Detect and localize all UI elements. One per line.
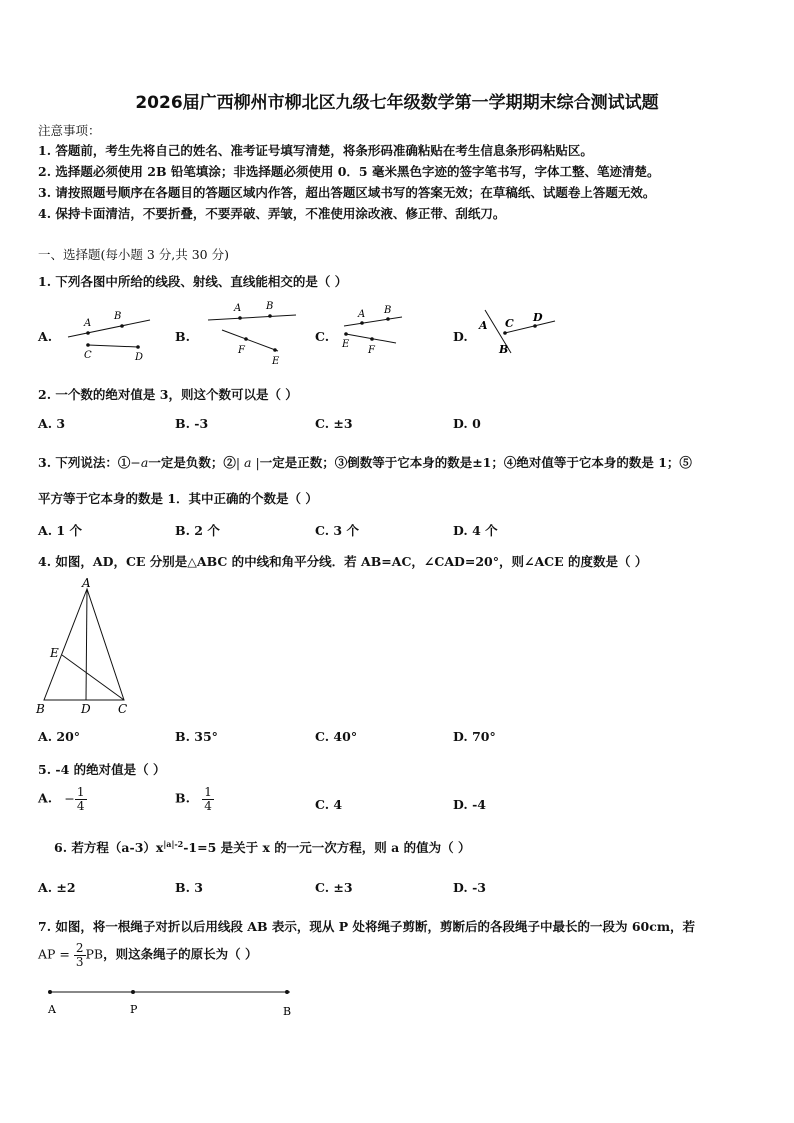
notice-item-1: 1. 答题前，考生先将自己的姓名、准考证号填写清楚，将条形码准确粘贴在考生信息条形码粘贴区。 [38,143,593,158]
q5-option-b-num: 1 [204,785,212,799]
q1c-label-a: A [358,309,366,320]
q6-stem [54,838,470,856]
q4-label-c: C [118,702,128,716]
q1a-label-b: B [114,311,122,322]
q6-option-b: B. 3 [175,880,203,895]
q2-option-b: B. -3 [175,416,209,431]
q1-figure-b [200,298,310,370]
q4-option-b: B. 35° [175,729,218,744]
q3-text-2: 一定是负数；② [148,455,236,470]
q7-label-a: A [48,1003,56,1016]
q1d-label-a: A [479,319,488,332]
q7-label-b: B [283,1005,292,1018]
q7-segment-figure [40,982,300,1022]
q6-option-c: C. ±3 [315,880,353,895]
q5-option-b-label: B. [175,790,190,806]
q1-figure-c [338,302,418,362]
q4-label-e: E [50,646,59,660]
page-title: 2026届广西柳州市柳北区九级七年级数学第一学期期末综合测试试题 [135,93,659,113]
q1d-label-b: B [499,343,509,356]
q2-option-c: C. ±3 [315,416,353,431]
q1b-label-f: F [238,345,245,356]
q1d-label-d: D [533,311,543,324]
q1a-label-a: A [84,318,92,329]
q3-text-1: 3. 下列说法：① [38,455,131,470]
q3-stem-line1 [38,453,692,471]
q2-option-a: A. 3 [38,416,66,431]
q3-option-d: D. 4 个 [453,523,498,538]
q3-neg-a: −a [130,455,149,470]
q1d-label-c: C [505,317,514,330]
q7-label-p: P [130,1003,138,1016]
q6-stem-b: -1=5 是关于 x 的一元一次方程，则 a 的值为（ ） [183,840,471,855]
q1-figure-a [60,300,160,365]
q6-stem-a: 6. 若方程（a-3）x [54,840,164,855]
notice-heading: 注意事项： [38,123,101,138]
q5-option-a-label: A. [38,790,53,806]
q1c-label-b: B [384,305,392,316]
q4-option-a: A. 20° [38,729,81,744]
q1b-label-b: B [266,301,274,312]
q5-option-b-den: 4 [204,798,212,813]
q7-pb: PB [85,946,104,962]
q5-option-a-num: 1 [76,785,85,799]
q6-option-a: A. ±2 [38,880,76,895]
q1b-label-a: A [234,303,242,314]
q3-option-a: A. 1 个 [38,523,82,538]
q1-stem: 1. 下列各图中所给的线段、射线、直线能相交的是（ ） [38,274,348,289]
q7-stem-line2-text: ，则这条绳子的原长为（ ） [103,946,258,962]
q1c-label-f: F [368,345,375,356]
q3-option-c: C. 3 个 [315,523,359,538]
q3-text-3: 一定是正数；③倒数等于它本身的数是±1；④绝对值等于它本身的数是 1；⑤ [259,455,692,470]
q6-option-d: D. -3 [453,880,486,895]
q4-option-d: D. 70° [453,729,496,744]
q1-option-d: D. [453,329,468,344]
q3-abs-a: | a | [235,455,260,470]
q3-stem-line2: 平方等于它本身的数是 1．其中正确的个数是（ ） [38,491,318,506]
q7-ap: AP = [38,946,70,962]
notice-item-2: 2. 选择题必须使用 2B 铅笔填涂；非选择题必须使用 0．5 毫米黑色字迹的签字笔书写，字体工整、笔迹清楚。 [38,164,660,179]
q1b-label-e: E [272,356,280,367]
notice-item-4: 4. 保持卡面清洁，不要折叠，不要弄破、弄皱，不准使用涂改液、修正带、刮纸刀。 [38,206,506,221]
q1a-label-c: C [84,350,92,361]
q5-stem: 5. -4 的绝对值是（ ） [38,762,166,777]
q5-option-b [175,786,214,812]
q4-label-d: D [81,702,91,716]
q7-stem-line1: 7. 如图，将一根绳子对折以后用线段 AB 表示，现从 P 处将绳子剪断，剪断后的各段绳子中最长的一段为 60cm，若 [38,919,696,934]
q1-option-c: C. [315,329,330,344]
q6-exponent: |a|-2 [163,838,184,849]
q7-stem-line2 [38,942,257,968]
q1c-label-e: E [342,339,350,350]
q5-option-d: D. -4 [453,797,486,812]
q7-frac-den: 3 [75,954,84,969]
q1-figure-d [475,305,565,360]
q3-option-b: B. 2 个 [175,523,220,538]
q4-label-a: A [82,576,91,590]
q4-stem: 4. 如图，AD，CE 分别是△ABC 的中线和角平分线．若 AB=AC，∠CAD=20°，则∠ACE 的度数是（ ） [38,554,648,569]
q5-option-a-sign: − [64,790,75,806]
q4-triangle-figure [32,575,137,720]
q2-option-d: D. 0 [453,416,481,431]
notice-item-3: 3. 请按照题号顺序在各题目的答题区域内作答，超出答题区域书写的答案无效；在草稿纸、试题卷上答题无效。 [38,185,656,200]
section-heading: 一、选择题(每小题 3 分,共 30 分) [38,247,229,262]
q1-option-b: B. [175,329,190,344]
q7-frac-num: 2 [75,941,84,955]
q1-option-a: A. [38,329,53,344]
q2-stem: 2. 一个数的绝对值是 3，则这个数可以是（ ） [38,387,298,402]
q5-option-c: C. 4 [315,797,343,812]
q4-option-c: C. 40° [315,729,358,744]
q5-option-a-den: 4 [76,798,85,813]
q4-label-b: B [36,702,45,716]
q5-option-a [38,786,87,812]
q1a-label-d: D [135,352,144,363]
